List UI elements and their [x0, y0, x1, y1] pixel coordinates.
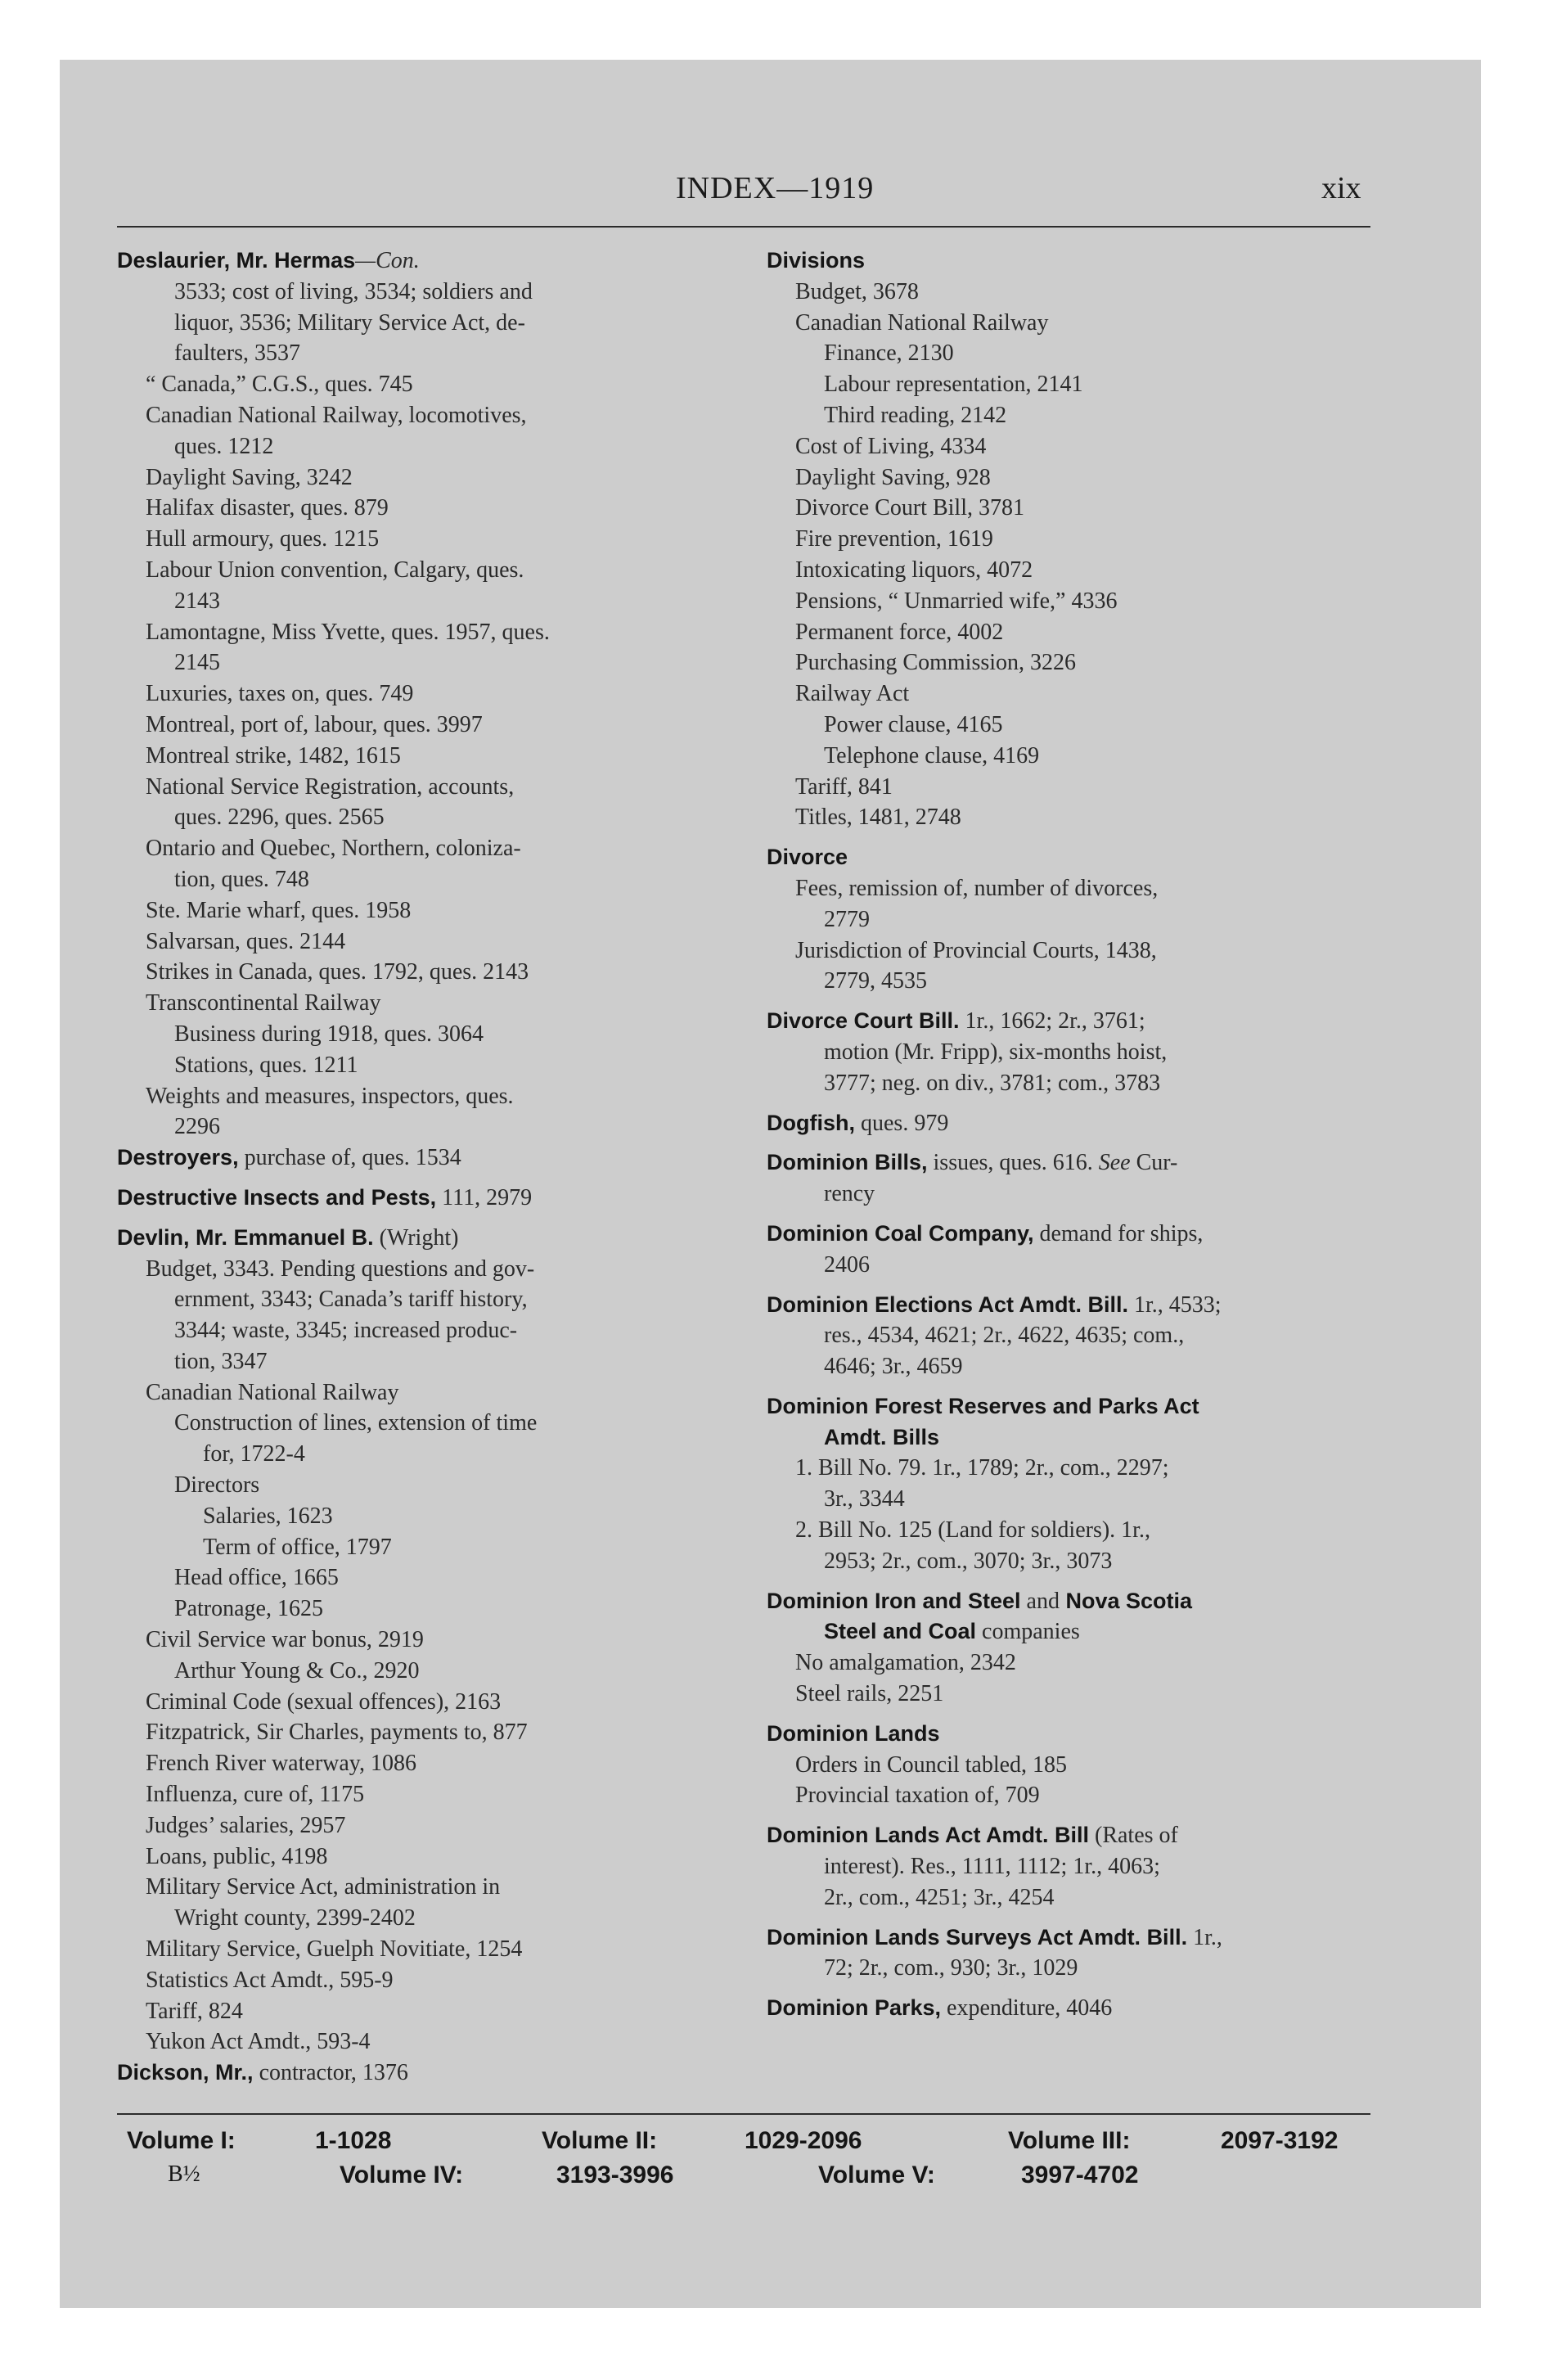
index-entry	[117, 1254, 739, 1285]
index-entry-text: Business during 1918, ques. 3064	[174, 1021, 484, 1047]
index-entry-text: Budget, 3343. Pending questions and gov-	[146, 1255, 535, 1282]
index-entry	[117, 1562, 739, 1593]
index-entry	[767, 772, 1374, 803]
index-heading-suffix: demand for ships,	[1033, 1220, 1204, 1246]
index-heading-text: Dominion Elections Act Amdt. Bill.	[767, 1291, 1129, 1317]
index-heading-text: Divorce	[767, 845, 848, 870]
index-entry-text: Salvarsan, ques. 2144	[146, 928, 346, 954]
index-entry	[767, 369, 1374, 400]
index-heading	[767, 842, 1374, 873]
index-entry-text: Cost of Living, 4334	[795, 433, 987, 459]
index-heading-suffix: purchase of, ques. 1534	[238, 1145, 461, 1171]
index-entry-text: 4646; 3r., 4659	[824, 1354, 963, 1380]
index-entry	[767, 741, 1374, 772]
index-entry-text: Intoxicating liquors, 4072	[795, 557, 1033, 583]
index-entry	[117, 1996, 739, 2027]
index-heading-text: Dickson, Mr.,	[117, 2060, 254, 2085]
index-entry	[767, 431, 1374, 462]
footer-volume-range: 3193-3996	[556, 2161, 674, 2188]
index-entry-text: Montreal strike, 1482, 1615	[146, 742, 401, 769]
index-entry-text: 3344; waste, 3345; increased produc-	[174, 1318, 518, 1344]
index-entry	[767, 966, 1374, 997]
index-heading-text: Dominion Bills,	[767, 1150, 928, 1175]
index-entry-text: Fitzpatrick, Sir Charles, payments to, 877	[146, 1720, 528, 1746]
index-entry	[117, 1748, 739, 1779]
index-entry	[767, 586, 1374, 617]
index-heading-suffix: issues, ques. 616.	[927, 1150, 1093, 1176]
index-heading-text: Steel and Coal	[824, 1619, 977, 1644]
index-entry-text: tion, 3347	[174, 1348, 268, 1374]
index-entry	[767, 678, 1374, 710]
index-entry-text: Divorce Court Bill, 3781	[795, 495, 1024, 521]
index-entry	[117, 1779, 739, 1810]
index-entry-text: Military Service, Guelph Novitiate, 1254	[146, 1936, 523, 1963]
index-entry	[767, 1179, 1374, 1210]
index-entry	[117, 988, 739, 1019]
index-entry-text: Hull armoury, ques. 1215	[146, 526, 380, 552]
index-entry-text: Montreal, port of, labour, ques. 3997	[146, 711, 483, 737]
index-entry-text: ques. 1212	[174, 433, 274, 459]
footer-volume-label: Volume I:	[127, 2127, 236, 2154]
index-entry	[117, 1656, 739, 1687]
index-entry-text: French River waterway, 1086	[146, 1751, 416, 1777]
index-entry	[117, 617, 739, 648]
index-entry	[117, 462, 739, 494]
index-entry	[117, 431, 739, 462]
index-entry-text: 2143	[174, 588, 220, 614]
index-heading	[767, 246, 1374, 277]
index-heading	[767, 1290, 1374, 1321]
index-heading	[767, 1108, 1374, 1139]
index-entry	[117, 895, 739, 926]
index-entry	[767, 1250, 1374, 1281]
index-entry-text: Loans, public, 4198	[146, 1843, 328, 1869]
index-entry	[117, 926, 739, 958]
index-entry	[767, 1484, 1374, 1515]
index-entry-text: Purchasing Commission, 3226	[795, 650, 1077, 676]
index-entry-text: 3777; neg. on div., 3781; com., 3783	[824, 1070, 1161, 1096]
index-entry-text: Statistics Act Amdt., 595-9	[146, 1967, 394, 1993]
index-heading-suffix: 1r.,	[1187, 1924, 1222, 1950]
index-entry-text: Weights and measures, inspectors, ques.	[146, 1083, 514, 1109]
index-heading-text: Destroyers,	[117, 1145, 239, 1170]
index-heading-text: Devlin, Mr. Emmanuel B.	[117, 1224, 374, 1250]
index-entry	[767, 1037, 1374, 1068]
index-entry-text: 1. Bill No. 79. 1r., 1789; 2r., com., 2297;	[795, 1455, 1169, 1481]
index-entry	[117, 772, 739, 803]
page-header-title: INDEX—1919	[676, 171, 875, 205]
index-entry	[767, 400, 1374, 431]
index-entry-text: Construction of lines, extension of time	[174, 1410, 538, 1436]
index-column-left	[117, 246, 739, 2089]
index-entry	[117, 524, 739, 555]
footer-volume-label: Volume IV:	[340, 2161, 464, 2188]
index-entry	[117, 1810, 739, 1841]
index-entry	[767, 710, 1374, 741]
footer-volume-range: 1-1028	[315, 2127, 392, 2154]
index-entry	[117, 1346, 739, 1377]
index-entry-text: Ste. Marie wharf, ques. 1958	[146, 897, 412, 923]
index-heading	[767, 1820, 1374, 1851]
index-entry-text: Titles, 1481, 2748	[795, 805, 961, 831]
index-entry-text: Finance, 2130	[824, 340, 954, 367]
index-entry-text: Permanent force, 4002	[795, 619, 1004, 645]
index-entry-text: 3r., 3344	[824, 1486, 905, 1512]
index-column-right	[767, 246, 1374, 2024]
index-entry-text: Head office, 1665	[174, 1565, 339, 1591]
index-heading	[117, 246, 739, 277]
index-entry	[767, 1351, 1374, 1382]
index-entry-text: Third reading, 2142	[824, 402, 1007, 428]
index-entry	[117, 1501, 739, 1532]
index-entry	[767, 493, 1374, 524]
index-heading	[117, 1183, 739, 1214]
index-entry-text: Budget, 3678	[795, 278, 919, 304]
index-entry	[767, 1750, 1374, 1781]
index-entry	[767, 1953, 1374, 1984]
index-entry-text: Power clause, 4165	[824, 711, 1003, 737]
index-heading	[767, 1006, 1374, 1037]
index-heading	[767, 1993, 1374, 2024]
index-entry	[117, 678, 739, 710]
index-heading-text: Destructive Insects and Pests,	[117, 1184, 437, 1210]
index-entry-text: liquor, 3536; Military Service Act, de-	[174, 309, 525, 336]
index-entry-text: 2779	[824, 906, 870, 932]
index-entry	[767, 462, 1374, 494]
index-entry-text: Arthur Young & Co., 2920	[174, 1657, 420, 1684]
index-entry	[117, 1593, 739, 1625]
index-heading	[767, 1922, 1374, 1954]
index-entry-text: Pensions, “ Unmarried wife,” 4336	[795, 588, 1118, 614]
index-entry	[117, 1965, 739, 1996]
index-entry	[767, 1648, 1374, 1679]
index-heading-text: Dominion Iron and Steel	[767, 1588, 1021, 1613]
index-entry	[117, 957, 739, 988]
index-entry-text: Labour Union convention, Calgary, ques.	[146, 557, 524, 583]
index-entry	[767, 1882, 1374, 1913]
footer-volume-label: Volume III:	[1008, 2127, 1131, 2154]
index-entry	[767, 1546, 1374, 1577]
index-entry-text: Salaries, 1623	[203, 1503, 333, 1529]
index-entry	[117, 833, 739, 864]
index-entry-text: Civil Service war bonus, 2919	[146, 1627, 424, 1653]
index-entry-text: No amalgamation, 2342	[795, 1650, 1016, 1676]
index-entry-text: tion, ques. 748	[174, 866, 309, 892]
index-entry-text: 2296	[174, 1114, 220, 1140]
index-entry-text: Stations, ques. 1211	[174, 1052, 358, 1078]
index-heading	[767, 1219, 1374, 1250]
index-entry-text: Orders in Council tabled, 185	[795, 1751, 1068, 1778]
index-entry-text: 3533; cost of living, 3534; soldiers and	[174, 278, 533, 304]
index-entry-text: Fire prevention, 1619	[795, 526, 993, 552]
index-entry	[767, 802, 1374, 833]
index-entry-text: Judges’ salaries, 2957	[146, 1812, 346, 1838]
index-entry	[117, 741, 739, 772]
index-heading-text: Deslaurier, Mr. Hermas	[117, 248, 356, 273]
footer-volume-range: 1029-2096	[745, 2127, 862, 2154]
index-entry	[117, 1903, 739, 1934]
index-entry	[767, 308, 1374, 339]
index-entry	[767, 935, 1374, 967]
index-entry	[767, 617, 1374, 648]
index-entry-text: Luxuries, taxes on, ques. 749	[146, 681, 414, 707]
index-entry	[767, 873, 1374, 904]
page-number: xix	[1321, 171, 1361, 205]
index-heading-suffix: (Rates of	[1089, 1823, 1178, 1849]
index-entry-text: Railway Act	[795, 681, 910, 707]
index-heading-text: Divorce Court Bill.	[767, 1008, 960, 1034]
index-heading-text: Divisions	[767, 248, 866, 273]
index-entry-text: motion (Mr. Fripp), six-months hoist,	[824, 1039, 1168, 1065]
index-entry	[117, 1081, 739, 1112]
footer-volume-label: Volume II:	[542, 2127, 658, 2154]
header-rule	[117, 226, 1370, 228]
index-entry	[767, 338, 1374, 369]
index-heading-suffix: contractor, 1376	[253, 2060, 408, 2086]
index-entry-text: faulters, 3537	[174, 340, 300, 367]
index-entry	[117, 647, 739, 678]
index-entry	[767, 904, 1374, 935]
index-entry	[117, 1019, 739, 1050]
index-heading-text: Dominion Lands Surveys Act Amdt. Bill.	[767, 1924, 1188, 1950]
index-entry-text: Labour representation, 2141	[824, 372, 1083, 398]
index-entry-text: for, 1722-4	[203, 1441, 305, 1467]
index-entry-text: Steel rails, 2251	[795, 1681, 944, 1707]
index-entry	[117, 1934, 739, 1965]
index-entry	[767, 1851, 1374, 1882]
index-heading-suffix: 1r., 1662; 2r., 3761;	[959, 1008, 1145, 1034]
index-entry-text: Wright county, 2399-2402	[174, 1905, 416, 1931]
index-entry-text: Strikes in Canada, ques. 1792, ques. 2143	[146, 959, 529, 985]
index-heading	[767, 1391, 1374, 1422]
index-entry-text: Military Service Act, administration in	[146, 1874, 501, 1900]
index-entry-text: rency	[824, 1181, 875, 1207]
index-entry-text: Tariff, 841	[795, 773, 893, 800]
index-heading	[117, 1143, 739, 1174]
index-entry-text: Daylight Saving, 928	[795, 464, 991, 490]
index-entry	[117, 2026, 739, 2058]
index-entry-text: “ Canada,” C.G.S., ques. 745	[146, 372, 413, 398]
cross-reference-see: See	[1092, 1150, 1131, 1176]
index-entry-text: ernment, 3343; Canada’s tariff history,	[174, 1287, 528, 1313]
index-heading-suffix: ques. 979	[855, 1110, 949, 1136]
index-entry	[117, 1050, 739, 1081]
index-entry	[117, 400, 739, 431]
index-entry-text: 2. Bill No. 125 (Land for soldiers). 1r.,	[795, 1517, 1150, 1544]
index-entry	[117, 1872, 739, 1903]
index-entry	[117, 369, 739, 400]
index-heading	[767, 1147, 1374, 1179]
index-entry	[117, 1111, 739, 1143]
index-entry-text: Canadian National Railway	[795, 309, 1049, 336]
index-entry-text: National Service Registration, accounts,	[146, 773, 515, 800]
index-entry-text: Criminal Code (sexual offences), 2163	[146, 1688, 502, 1715]
index-entry-text: Patronage, 1625	[174, 1596, 323, 1622]
index-entry	[767, 647, 1374, 678]
index-entry	[767, 1515, 1374, 1546]
index-entry	[117, 1532, 739, 1563]
index-entry	[117, 710, 739, 741]
index-entry	[117, 586, 739, 617]
index-entry	[117, 1284, 739, 1315]
index-heading	[117, 2058, 739, 2089]
index-heading-suffix: and	[1020, 1588, 1060, 1614]
index-entry-text: 2145	[174, 650, 220, 676]
index-entry	[117, 1625, 739, 1656]
footer-volume-range: 3997-4702	[1021, 2161, 1139, 2188]
index-entry-text: 2406	[824, 1251, 870, 1278]
index-heading	[767, 1616, 1374, 1648]
index-entry	[117, 555, 739, 586]
index-entry	[767, 1453, 1374, 1484]
index-entry	[767, 1780, 1374, 1811]
index-entry	[117, 1717, 739, 1748]
index-heading-suffix: —Con.	[355, 248, 420, 273]
index-entry-text: Telephone clause, 4169	[824, 742, 1040, 769]
index-heading-text: Dominion Lands	[767, 1720, 940, 1746]
index-entry	[767, 277, 1374, 308]
index-entry	[117, 1315, 739, 1346]
index-entry-text: res., 4534, 4621; 2r., 4622, 4635; com.,	[824, 1323, 1185, 1349]
footer-volume-label: Volume V:	[818, 2161, 935, 2188]
index-entry-text: 2953; 2r., com., 3070; 3r., 3073	[824, 1548, 1113, 1574]
index-heading-text: Amdt. Bills	[824, 1424, 940, 1449]
index-entry-text: Fees, remission of, number of divorces,	[795, 875, 1159, 901]
index-entry	[117, 493, 739, 524]
index-entry-text: Tariff, 824	[146, 1998, 243, 2024]
index-heading	[767, 1719, 1374, 1750]
index-entry	[117, 338, 739, 369]
index-heading-suffix: companies	[976, 1619, 1080, 1645]
index-entry	[117, 802, 739, 833]
index-entry	[117, 1439, 739, 1470]
index-entry-text: Jurisdiction of Provincial Courts, 1438,	[795, 937, 1157, 963]
index-entry-text: Halifax disaster, ques. 879	[146, 495, 389, 521]
index-heading	[767, 1422, 1374, 1454]
index-heading-text: Dominion Lands Act Amdt. Bill	[767, 1823, 1089, 1848]
index-heading-suffix: 111, 2979	[436, 1184, 533, 1210]
index-heading-text: Dominion Forest Reserves and Parks Act	[767, 1393, 1199, 1418]
index-entry-text: 72; 2r., com., 930; 3r., 1029	[824, 1955, 1078, 1981]
index-entry	[767, 1679, 1374, 1710]
index-entry-text: Directors	[174, 1472, 260, 1499]
index-heading-text: Dominion Parks,	[767, 1995, 942, 2021]
index-entry	[767, 1320, 1374, 1351]
index-entry	[767, 524, 1374, 555]
index-entry	[767, 1068, 1374, 1099]
index-entry	[117, 864, 739, 895]
index-entry-text: interest). Res., 1111, 1112; 1r., 4063;	[824, 1854, 1160, 1880]
index-heading-suffix: expenditure, 4046	[941, 1995, 1113, 2022]
index-heading-text: Dogfish,	[767, 1110, 855, 1135]
index-heading	[117, 1223, 739, 1254]
footer-rule	[117, 2113, 1370, 2115]
index-entry	[117, 1841, 739, 1873]
index-entry-text: Lamontagne, Miss Yvette, ques. 1957, ques.	[146, 619, 550, 645]
index-heading-text: Dominion Coal Company,	[767, 1220, 1034, 1246]
index-entry-text: Canadian National Railway, locomotives,	[146, 402, 527, 428]
index-heading-text: Nova Scotia	[1059, 1588, 1193, 1613]
index-heading	[767, 1586, 1374, 1617]
index-entry-text: Yukon Act Amdt., 593-4	[146, 2029, 371, 2055]
index-entry-text: Transcontinental Railway	[146, 990, 381, 1016]
index-entry-text: Influenza, cure of, 1175	[146, 1782, 365, 1808]
index-heading-suffix: 1r., 4533;	[1128, 1291, 1222, 1318]
index-entry	[117, 1377, 739, 1409]
index-entry	[117, 277, 739, 308]
index-entry-text: 2779, 4535	[824, 968, 927, 994]
index-entry-text: Ontario and Quebec, Northern, coloniza-	[146, 836, 521, 862]
index-entry	[767, 555, 1374, 586]
index-entry-text: ques. 2296, ques. 2565	[174, 805, 385, 831]
index-entry-text: Provincial taxation of, 709	[795, 1783, 1040, 1809]
signature-mark: B½	[168, 2161, 200, 2187]
index-entry	[117, 308, 739, 339]
index-entry-text: 2r., com., 4251; 3r., 4254	[824, 1884, 1055, 1910]
index-entry-text: Canadian National Railway	[146, 1379, 399, 1405]
index-entry	[117, 1470, 739, 1501]
index-entry-text: Daylight Saving, 3242	[146, 464, 353, 490]
index-heading-suffix: (Wright)	[373, 1224, 459, 1251]
index-entry	[117, 1408, 739, 1439]
index-entry-text: Term of office, 1797	[203, 1534, 392, 1560]
footer-volume-range: 2097-3192	[1221, 2127, 1339, 2154]
index-heading-suffix: Cur-	[1130, 1150, 1178, 1176]
index-entry	[117, 1687, 739, 1718]
